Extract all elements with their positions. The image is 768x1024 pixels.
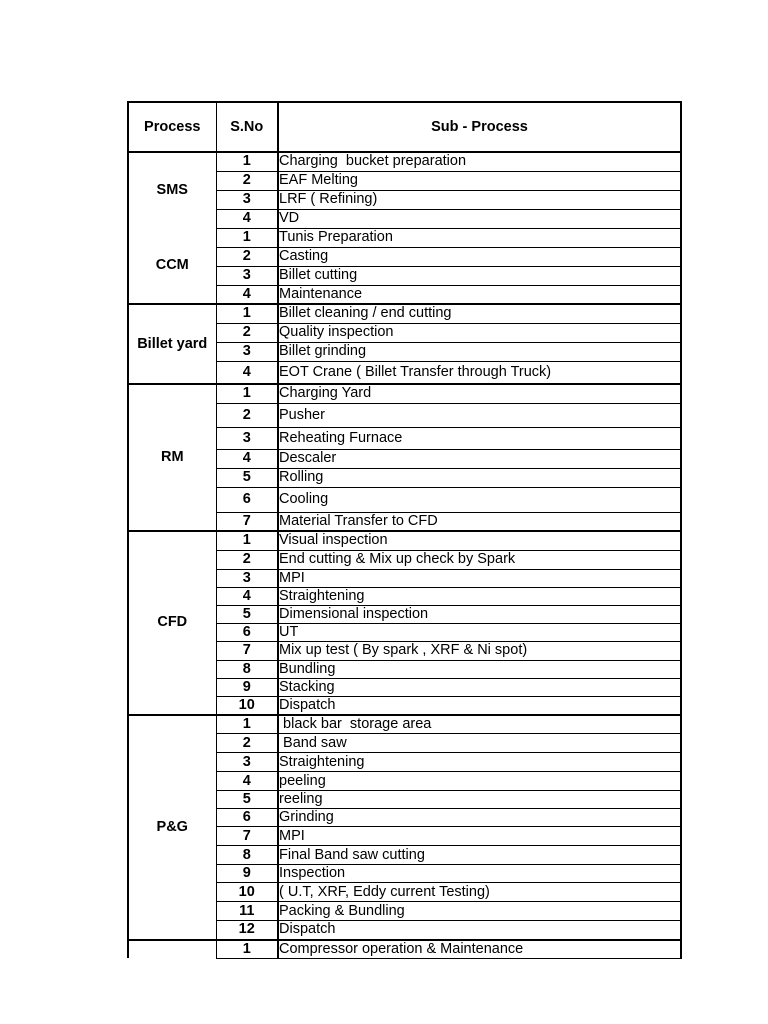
- sub-process-cell: Rolling: [278, 468, 681, 487]
- table-row: [128, 715, 681, 734]
- sub-process-cell: Compressor operation & Maintenance: [278, 940, 681, 959]
- sno-cell: 9: [216, 678, 278, 696]
- sub-process-cell: Tunis Preparation: [278, 228, 681, 247]
- sno-cell: 3: [216, 569, 278, 587]
- sno-cell: 12: [216, 921, 278, 940]
- sub-process-cell: Grinding: [278, 809, 681, 827]
- sno-cell: 1: [216, 152, 278, 171]
- sno-cell: 5: [216, 468, 278, 487]
- sno-cell: 6: [216, 487, 278, 512]
- sno-cell: 2: [216, 171, 278, 190]
- table-body: [128, 152, 681, 958]
- table-row: [128, 228, 681, 247]
- sno-cell: 2: [216, 323, 278, 342]
- sub-process-cell: Final Band saw cutting: [278, 846, 681, 865]
- sub-process-cell: Charging bucket preparation: [278, 152, 681, 171]
- header-sub-process: Sub - Process: [278, 102, 681, 152]
- sub-process-cell: EAF Melting: [278, 171, 681, 190]
- process-cell: P&G: [128, 715, 216, 940]
- sno-cell: 8: [216, 846, 278, 865]
- table-row: [128, 152, 681, 171]
- sno-cell: 7: [216, 641, 278, 660]
- sub-process-cell: Bundling: [278, 660, 681, 678]
- header-row: [128, 102, 681, 152]
- sno-cell: 3: [216, 342, 278, 361]
- sub-process-cell: VD: [278, 209, 681, 228]
- sno-cell: 10: [216, 696, 278, 715]
- sub-process-cell: Cooling: [278, 487, 681, 512]
- sub-process-cell: Dispatch: [278, 696, 681, 715]
- sub-process-cell: Packing & Bundling: [278, 902, 681, 921]
- table-row: [128, 531, 681, 550]
- process-cell: SMS: [128, 152, 216, 228]
- sub-process-cell: End cutting & Mix up check by Spark: [278, 550, 681, 569]
- process-cell: RM: [128, 384, 216, 531]
- sno-cell: 10: [216, 883, 278, 902]
- sub-process-cell: Pusher: [278, 403, 681, 427]
- sno-cell: 1: [216, 940, 278, 959]
- sub-process-cell: black bar storage area: [278, 715, 681, 734]
- sno-cell: 3: [216, 266, 278, 285]
- sub-process-cell: MPI: [278, 827, 681, 846]
- sub-process-cell: Dimensional inspection: [278, 605, 681, 623]
- sub-process-cell: Band saw: [278, 734, 681, 753]
- sub-process-cell: Visual inspection: [278, 531, 681, 550]
- table-row: [128, 304, 681, 323]
- sno-cell: 9: [216, 865, 278, 883]
- sno-cell: 2: [216, 403, 278, 427]
- sno-cell: 5: [216, 605, 278, 623]
- table-row: [128, 384, 681, 403]
- sno-cell: 1: [216, 228, 278, 247]
- sub-process-cell: Dispatch: [278, 921, 681, 940]
- sno-cell: 7: [216, 512, 278, 531]
- sno-cell: 4: [216, 285, 278, 304]
- header-sno: S.No: [216, 102, 278, 152]
- sub-process-cell: Charging Yard: [278, 384, 681, 403]
- sub-process-cell: Material Transfer to CFD: [278, 512, 681, 531]
- sub-process-cell: Billet grinding: [278, 342, 681, 361]
- sub-process-cell: Billet cleaning / end cutting: [278, 304, 681, 323]
- sub-process-cell: EOT Crane ( Billet Transfer through Truck): [278, 361, 681, 384]
- sub-process-cell: peeling: [278, 772, 681, 791]
- process-cell: CCM: [128, 228, 216, 304]
- table-row: [128, 940, 681, 959]
- sno-cell: 3: [216, 427, 278, 449]
- sub-process-cell: Inspection: [278, 865, 681, 883]
- sub-process-cell: UT: [278, 623, 681, 641]
- sub-process-cell: Stacking: [278, 678, 681, 696]
- sno-cell: 3: [216, 753, 278, 772]
- sno-cell: 1: [216, 715, 278, 734]
- process-table: [127, 101, 682, 959]
- sub-process-cell: ( U.T, XRF, Eddy current Testing): [278, 883, 681, 902]
- sno-cell: 2: [216, 550, 278, 569]
- sno-cell: 6: [216, 623, 278, 641]
- sno-cell: 8: [216, 660, 278, 678]
- sno-cell: 1: [216, 384, 278, 403]
- header-process: Process: [128, 102, 216, 152]
- sub-process-cell: Descaler: [278, 449, 681, 468]
- sno-cell: 2: [216, 734, 278, 753]
- sno-cell: 4: [216, 209, 278, 228]
- sno-cell: 1: [216, 531, 278, 550]
- sno-cell: 5: [216, 791, 278, 809]
- sub-process-cell: reeling: [278, 791, 681, 809]
- sub-process-cell: LRF ( Refining): [278, 190, 681, 209]
- sno-cell: 4: [216, 772, 278, 791]
- sub-process-cell: Casting: [278, 247, 681, 266]
- sno-cell: 2: [216, 247, 278, 266]
- sno-cell: 11: [216, 902, 278, 921]
- sub-process-cell: Mix up test ( By spark , XRF & Ni spot): [278, 641, 681, 660]
- sno-cell: 4: [216, 361, 278, 384]
- sno-cell: 3: [216, 190, 278, 209]
- sub-process-cell: Straightening: [278, 587, 681, 605]
- process-cell: [128, 940, 216, 959]
- sno-cell: 4: [216, 587, 278, 605]
- sub-process-cell: MPI: [278, 569, 681, 587]
- process-cell: Billet yard: [128, 304, 216, 384]
- sub-process-cell: Maintenance: [278, 285, 681, 304]
- sub-process-cell: Billet cutting: [278, 266, 681, 285]
- sno-cell: 1: [216, 304, 278, 323]
- sno-cell: 6: [216, 809, 278, 827]
- sno-cell: 7: [216, 827, 278, 846]
- sub-process-cell: Quality inspection: [278, 323, 681, 342]
- sub-process-cell: Straightening: [278, 753, 681, 772]
- process-cell: CFD: [128, 531, 216, 715]
- sno-cell: 4: [216, 449, 278, 468]
- sub-process-cell: Reheating Furnace: [278, 427, 681, 449]
